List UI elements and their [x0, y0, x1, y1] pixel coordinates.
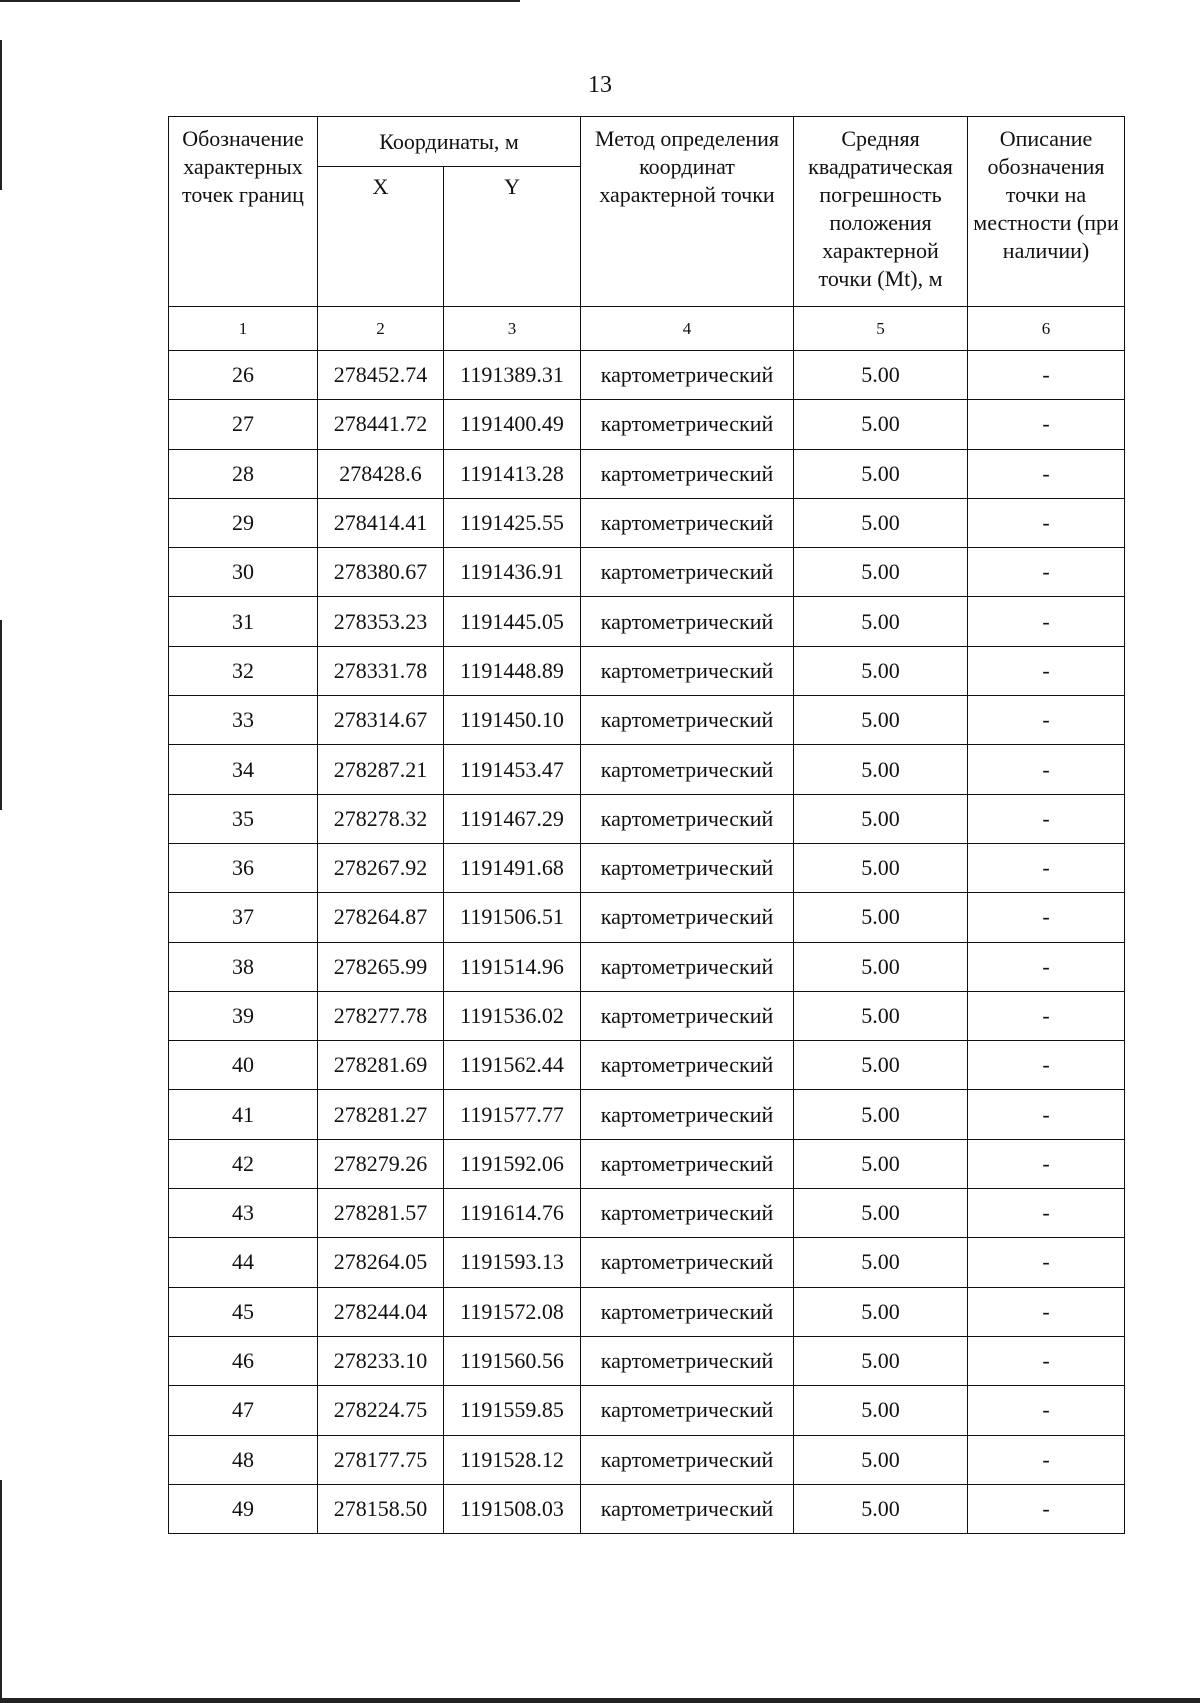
- point-cell: 39: [169, 991, 318, 1040]
- y-coordinate-cell: 1191614.76: [444, 1189, 581, 1238]
- y-coordinate-cell: 1191536.02: [444, 991, 581, 1040]
- description-cell: -: [968, 1435, 1125, 1484]
- table-row: [169, 696, 1125, 745]
- error-cell: 5.00: [794, 745, 968, 794]
- error-cell: 5.00: [794, 498, 968, 547]
- column-number: 5: [794, 307, 968, 351]
- error-cell: 5.00: [794, 1041, 968, 1090]
- x-coordinate-cell: 278279.26: [318, 1139, 444, 1188]
- point-cell: 47: [169, 1386, 318, 1435]
- error-cell: 5.00: [794, 351, 968, 400]
- description-cell: -: [968, 696, 1125, 745]
- method-cell: картометрический: [581, 1041, 794, 1090]
- x-coordinate-cell: 278452.74: [318, 351, 444, 400]
- method-cell: картометрический: [581, 1386, 794, 1435]
- table-row: [169, 1090, 1125, 1139]
- x-coordinate-cell: 278244.04: [318, 1287, 444, 1336]
- point-cell: 44: [169, 1238, 318, 1287]
- x-coordinate-cell: 278267.92: [318, 843, 444, 892]
- point-cell: 43: [169, 1189, 318, 1238]
- header-coordinates: Координаты, м: [318, 117, 581, 167]
- description-cell: -: [968, 942, 1125, 991]
- x-coordinate-cell: 278177.75: [318, 1435, 444, 1484]
- point-cell: 28: [169, 449, 318, 498]
- description-cell: -: [968, 1484, 1125, 1533]
- y-coordinate-cell: 1191559.85: [444, 1386, 581, 1435]
- point-cell: 30: [169, 548, 318, 597]
- description-cell: -: [968, 843, 1125, 892]
- x-coordinate-cell: 278287.21: [318, 745, 444, 794]
- y-coordinate-cell: 1191577.77: [444, 1090, 581, 1139]
- header-error: Средняя квадратическая погрешность положения характерной точки (Mt), м: [794, 117, 968, 307]
- x-coordinate-cell: 278281.27: [318, 1090, 444, 1139]
- table-row: [169, 942, 1125, 991]
- method-cell: картометрический: [581, 942, 794, 991]
- y-coordinate-cell: 1191572.08: [444, 1287, 581, 1336]
- x-coordinate-cell: 278278.32: [318, 794, 444, 843]
- error-cell: 5.00: [794, 646, 968, 695]
- table-row: [169, 1139, 1125, 1188]
- header-method: Метод определения координат характерной точки: [581, 117, 794, 307]
- description-cell: -: [968, 646, 1125, 695]
- point-cell: 48: [169, 1435, 318, 1484]
- point-cell: 31: [169, 597, 318, 646]
- header-description: Описание обозначения точки на местности (при наличии): [968, 117, 1125, 307]
- scan-edge-top: [0, 0, 520, 2]
- table-row: [169, 1386, 1125, 1435]
- x-coordinate-cell: 278264.87: [318, 893, 444, 942]
- method-cell: картометрический: [581, 1484, 794, 1533]
- method-cell: картометрический: [581, 351, 794, 400]
- table-row: [169, 351, 1125, 400]
- description-cell: -: [968, 1386, 1125, 1435]
- x-coordinate-cell: 278353.23: [318, 597, 444, 646]
- y-coordinate-cell: 1191436.91: [444, 548, 581, 597]
- x-coordinate-cell: 278158.50: [318, 1484, 444, 1533]
- description-cell: -: [968, 794, 1125, 843]
- description-cell: -: [968, 597, 1125, 646]
- point-cell: 37: [169, 893, 318, 942]
- error-cell: 5.00: [794, 1139, 968, 1188]
- description-cell: -: [968, 1041, 1125, 1090]
- x-coordinate-cell: 278414.41: [318, 498, 444, 547]
- point-cell: 42: [169, 1139, 318, 1188]
- method-cell: картометрический: [581, 1189, 794, 1238]
- table-row: [169, 1336, 1125, 1385]
- y-coordinate-cell: 1191445.05: [444, 597, 581, 646]
- x-coordinate-cell: 278224.75: [318, 1386, 444, 1435]
- y-coordinate-cell: 1191413.28: [444, 449, 581, 498]
- x-coordinate-cell: 278314.67: [318, 696, 444, 745]
- header-y: Y: [444, 167, 581, 307]
- header-x: X: [318, 167, 444, 307]
- error-cell: 5.00: [794, 893, 968, 942]
- error-cell: 5.00: [794, 1090, 968, 1139]
- coordinates-table: [168, 116, 1125, 1534]
- method-cell: картометрический: [581, 1090, 794, 1139]
- point-cell: 29: [169, 498, 318, 547]
- column-number: 6: [968, 307, 1125, 351]
- y-coordinate-cell: 1191514.96: [444, 942, 581, 991]
- method-cell: картометрический: [581, 745, 794, 794]
- error-cell: 5.00: [794, 696, 968, 745]
- method-cell: картометрический: [581, 696, 794, 745]
- error-cell: 5.00: [794, 1484, 968, 1533]
- y-coordinate-cell: 1191508.03: [444, 1484, 581, 1533]
- error-cell: 5.00: [794, 991, 968, 1040]
- description-cell: -: [968, 1238, 1125, 1287]
- table-row: [169, 1238, 1125, 1287]
- point-cell: 35: [169, 794, 318, 843]
- point-cell: 49: [169, 1484, 318, 1533]
- description-cell: -: [968, 1189, 1125, 1238]
- table-row: [169, 1189, 1125, 1238]
- y-coordinate-cell: 1191425.55: [444, 498, 581, 547]
- y-coordinate-cell: 1191467.29: [444, 794, 581, 843]
- error-cell: 5.00: [794, 548, 968, 597]
- scan-edge-left: [0, 620, 2, 810]
- table-body: [169, 351, 1125, 1534]
- column-number: 3: [444, 307, 581, 351]
- y-coordinate-cell: 1191528.12: [444, 1435, 581, 1484]
- error-cell: 5.00: [794, 1336, 968, 1385]
- scan-edge-left: [0, 1480, 2, 1700]
- error-cell: 5.00: [794, 1386, 968, 1435]
- column-number: 1: [169, 307, 318, 351]
- scan-edge-bottom: [0, 1698, 1200, 1703]
- table-row: [169, 1287, 1125, 1336]
- y-coordinate-cell: 1191448.89: [444, 646, 581, 695]
- method-cell: картометрический: [581, 794, 794, 843]
- error-cell: 5.00: [794, 942, 968, 991]
- x-coordinate-cell: 278428.6: [318, 449, 444, 498]
- x-coordinate-cell: 278331.78: [318, 646, 444, 695]
- description-cell: -: [968, 991, 1125, 1040]
- y-coordinate-cell: 1191592.06: [444, 1139, 581, 1188]
- table-row: [169, 548, 1125, 597]
- x-coordinate-cell: 278441.72: [318, 400, 444, 449]
- error-cell: 5.00: [794, 1435, 968, 1484]
- method-cell: картометрический: [581, 991, 794, 1040]
- page-number: 13: [588, 72, 612, 98]
- y-coordinate-cell: 1191593.13: [444, 1238, 581, 1287]
- table-row: [169, 991, 1125, 1040]
- method-cell: картометрический: [581, 597, 794, 646]
- error-cell: 5.00: [794, 1287, 968, 1336]
- description-cell: -: [968, 1139, 1125, 1188]
- description-cell: -: [968, 449, 1125, 498]
- error-cell: 5.00: [794, 400, 968, 449]
- point-cell: 27: [169, 400, 318, 449]
- y-coordinate-cell: 1191560.56: [444, 1336, 581, 1385]
- table-row: [169, 1041, 1125, 1090]
- x-coordinate-cell: 278264.05: [318, 1238, 444, 1287]
- method-cell: картометрический: [581, 449, 794, 498]
- description-cell: -: [968, 1336, 1125, 1385]
- method-cell: картометрический: [581, 548, 794, 597]
- error-cell: 5.00: [794, 597, 968, 646]
- y-coordinate-cell: 1191562.44: [444, 1041, 581, 1090]
- error-cell: 5.00: [794, 1238, 968, 1287]
- description-cell: -: [968, 1287, 1125, 1336]
- method-cell: картометрический: [581, 1435, 794, 1484]
- y-coordinate-cell: 1191491.68: [444, 843, 581, 892]
- description-cell: -: [968, 400, 1125, 449]
- point-cell: 46: [169, 1336, 318, 1385]
- y-coordinate-cell: 1191453.47: [444, 745, 581, 794]
- x-coordinate-cell: 278281.69: [318, 1041, 444, 1090]
- point-cell: 38: [169, 942, 318, 991]
- table-row: [169, 449, 1125, 498]
- method-cell: картометрический: [581, 1139, 794, 1188]
- method-cell: картометрический: [581, 400, 794, 449]
- x-coordinate-cell: 278233.10: [318, 1336, 444, 1385]
- point-cell: 36: [169, 843, 318, 892]
- method-cell: картометрический: [581, 1238, 794, 1287]
- description-cell: -: [968, 351, 1125, 400]
- table-row: [169, 1484, 1125, 1533]
- x-coordinate-cell: 278277.78: [318, 991, 444, 1040]
- x-coordinate-cell: 278281.57: [318, 1189, 444, 1238]
- point-cell: 40: [169, 1041, 318, 1090]
- y-coordinate-cell: 1191389.31: [444, 351, 581, 400]
- table-row: [169, 794, 1125, 843]
- y-coordinate-cell: 1191506.51: [444, 893, 581, 942]
- method-cell: картометрический: [581, 498, 794, 547]
- x-coordinate-cell: 278265.99: [318, 942, 444, 991]
- description-cell: -: [968, 548, 1125, 597]
- error-cell: 5.00: [794, 1189, 968, 1238]
- description-cell: -: [968, 745, 1125, 794]
- method-cell: картометрический: [581, 893, 794, 942]
- error-cell: 5.00: [794, 449, 968, 498]
- point-cell: 26: [169, 351, 318, 400]
- point-cell: 32: [169, 646, 318, 695]
- y-coordinate-cell: 1191400.49: [444, 400, 581, 449]
- point-cell: 45: [169, 1287, 318, 1336]
- column-number: 4: [581, 307, 794, 351]
- method-cell: картометрический: [581, 1287, 794, 1336]
- table-row: [169, 893, 1125, 942]
- point-cell: 33: [169, 696, 318, 745]
- table-row: [169, 745, 1125, 794]
- description-cell: -: [968, 1090, 1125, 1139]
- error-cell: 5.00: [794, 794, 968, 843]
- point-cell: 34: [169, 745, 318, 794]
- table-row: [169, 1435, 1125, 1484]
- column-number-row: [169, 307, 1125, 351]
- x-coordinate-cell: 278380.67: [318, 548, 444, 597]
- table-row: [169, 400, 1125, 449]
- method-cell: картометрический: [581, 1336, 794, 1385]
- header-point: Обозначение характерных точек границ: [169, 117, 318, 307]
- table-row: [169, 646, 1125, 695]
- column-number: 2: [318, 307, 444, 351]
- scan-edge-left: [0, 40, 2, 190]
- point-cell: 41: [169, 1090, 318, 1139]
- table-row: [169, 597, 1125, 646]
- table-row: [169, 498, 1125, 547]
- y-coordinate-cell: 1191450.10: [444, 696, 581, 745]
- description-cell: -: [968, 498, 1125, 547]
- error-cell: 5.00: [794, 843, 968, 892]
- table-row: [169, 843, 1125, 892]
- description-cell: -: [968, 893, 1125, 942]
- method-cell: картометрический: [581, 646, 794, 695]
- method-cell: картометрический: [581, 843, 794, 892]
